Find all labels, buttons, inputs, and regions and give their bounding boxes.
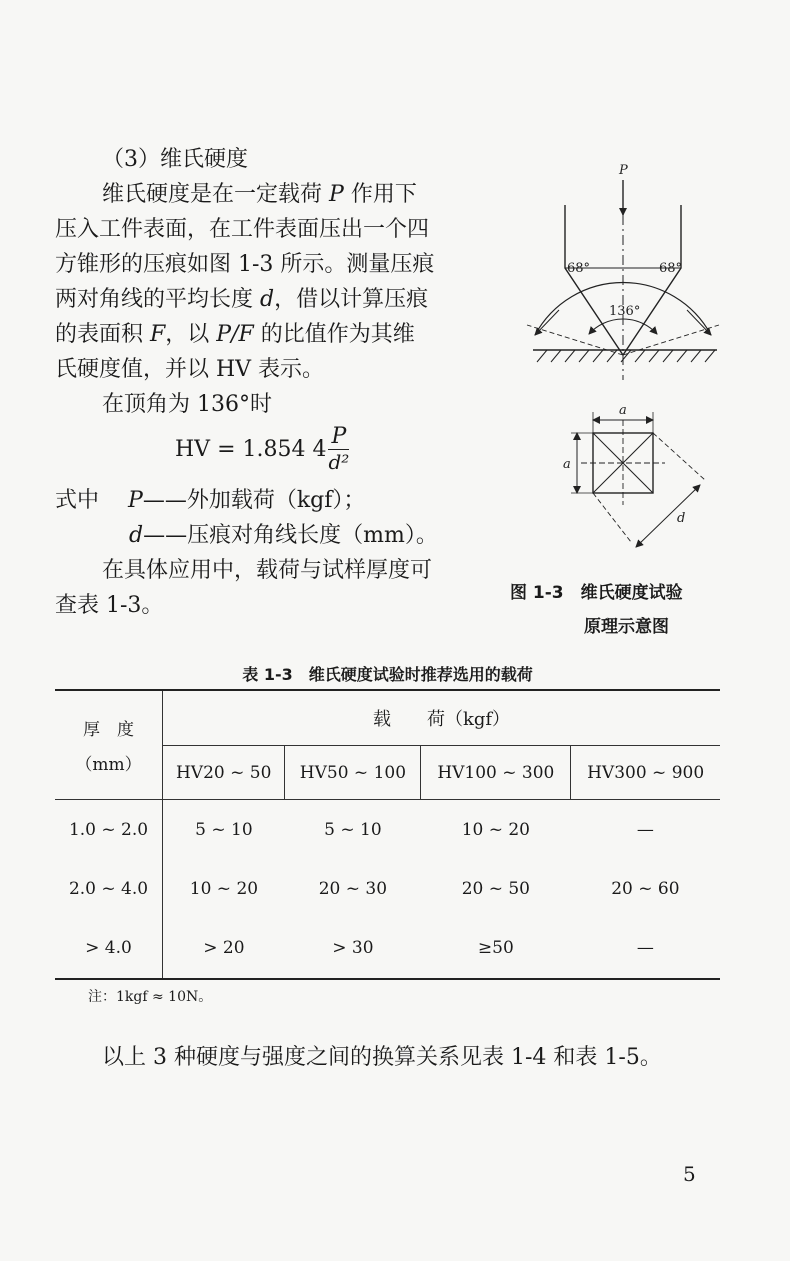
text-line: 两对角线的平均长度 xyxy=(55,287,254,312)
thickness-label: 厚 度 xyxy=(83,720,134,740)
application-paragraph xyxy=(55,553,432,623)
dim-d xyxy=(636,485,700,547)
var-d: d xyxy=(260,287,275,312)
thickness-cell: 1.0 ~ 2.0 xyxy=(55,800,163,861)
thickness-unit: （mm） xyxy=(75,755,142,775)
formula-legend xyxy=(55,483,438,553)
load-cell: — xyxy=(636,820,654,840)
column-header: HV100 ~ 300 xyxy=(421,746,571,800)
label-angle-apex: 136° xyxy=(609,304,641,319)
column-header: HV50 ~ 100 xyxy=(285,746,421,800)
load-cell: 5 ~ 10 xyxy=(195,820,253,840)
text-line: 查表 1-3。 xyxy=(55,593,164,618)
thickness-cell: > 4.0 xyxy=(55,918,163,979)
vickers-diagram xyxy=(505,150,745,560)
apex-angle-line: 在顶角为 136°时 xyxy=(102,392,272,417)
load-cell: > 30 xyxy=(285,918,421,979)
text-line: ，借以计算压痕 xyxy=(274,287,429,312)
label-a-top: a xyxy=(619,403,627,418)
legend-var: d xyxy=(129,523,144,548)
section-heading: （3）维氏硬度 xyxy=(102,147,248,172)
body-paragraph xyxy=(55,177,434,387)
table-row xyxy=(55,860,720,918)
var-p: P xyxy=(329,182,344,207)
page-number: 5 xyxy=(683,1162,696,1186)
load-cell: 10 ~ 20 xyxy=(189,879,259,899)
table-row xyxy=(55,918,720,979)
formula-denominator: d² xyxy=(328,450,350,474)
load-cell: 5 ~ 10 xyxy=(324,820,382,840)
load-header: 载 荷（kgf） xyxy=(163,690,721,746)
table-title: 表 1-3 维氏硬度试验时推荐选用的载荷 xyxy=(242,665,533,684)
conclusion-text: 以上 3 种硬度与强度之间的换算关系见表 1-4 和表 1-5。 xyxy=(102,1045,662,1070)
label-angle-left: 68° xyxy=(567,261,591,276)
load-cell: 20 ~ 50 xyxy=(461,879,531,899)
label-a-left: a xyxy=(563,457,571,472)
formula-numerator: P xyxy=(328,425,349,450)
text-line: 的比值作为其维 xyxy=(253,322,415,347)
figure-caption xyxy=(510,576,683,644)
text-line: 在具体应用中，载荷与试样厚度可 xyxy=(102,558,433,583)
load-cell: — xyxy=(571,918,720,979)
table-row xyxy=(55,800,720,861)
text-line: 方锥形的压痕如图 1-3 所示。测量压痕 xyxy=(55,252,435,277)
thickness-header xyxy=(55,690,163,800)
text-line: 的表面积 xyxy=(55,322,144,347)
legend-label: 式中 xyxy=(55,488,100,513)
legend-text: ——压痕对角线长度（mm）。 xyxy=(143,523,438,548)
hv-formula xyxy=(175,425,349,474)
load-cell: ≥50 xyxy=(421,918,571,979)
text-line: 压入工件表面，在工件表面压出一个四 xyxy=(55,217,430,242)
column-header: HV300 ~ 900 xyxy=(571,746,720,800)
legend-var: P xyxy=(128,488,143,513)
label-angle-right: 68° xyxy=(659,261,683,276)
caption-line: 原理示意图 xyxy=(584,617,669,637)
load-cell: 20 ~ 30 xyxy=(318,879,388,899)
var-f: F xyxy=(150,322,166,347)
load-table xyxy=(55,689,720,980)
column-header: HV20 ~ 50 xyxy=(163,746,285,800)
formula-fraction xyxy=(328,425,349,474)
load-cell: > 20 xyxy=(163,918,285,979)
label-p: P xyxy=(619,163,628,178)
caption-line: 图 1-3 维氏硬度试验 xyxy=(510,583,683,603)
text-line: 维氏硬度是在一定载荷 xyxy=(102,182,323,207)
text-line: 氏硬度值，并以 HV 表示。 xyxy=(55,357,325,382)
legend-text: ——外加载荷（kgf）； xyxy=(142,488,366,513)
table-note: 注：1kgf ≈ 10N。 xyxy=(88,989,213,1005)
formula-lhs: HV = 1.854 4 xyxy=(175,437,327,462)
var-p-over-f: P/F xyxy=(216,322,254,347)
load-cell: 10 ~ 20 xyxy=(461,820,531,840)
text-line: ，以 xyxy=(165,322,210,347)
thickness-cell: 2.0 ~ 4.0 xyxy=(55,860,163,918)
label-d: d xyxy=(677,511,686,526)
text-line: 作用下 xyxy=(343,182,417,207)
load-cell: 20 ~ 60 xyxy=(611,879,680,899)
